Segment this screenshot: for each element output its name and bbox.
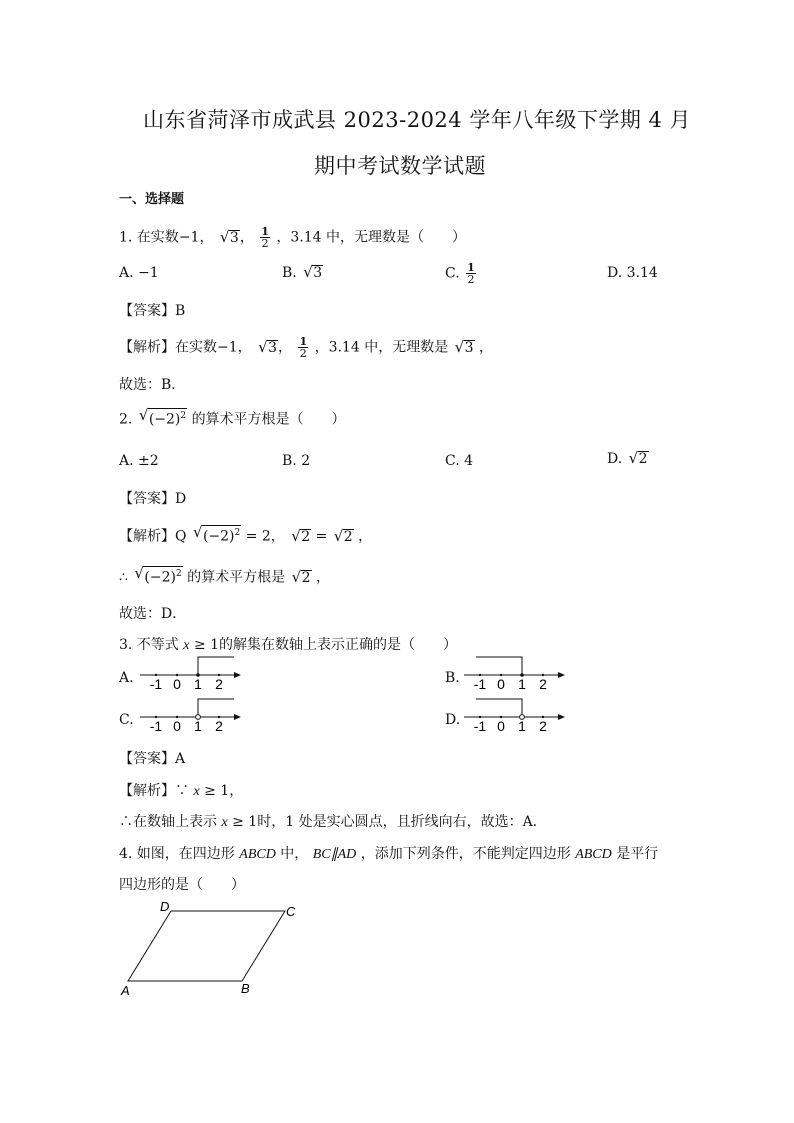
nla-tick-neg1: -1 — [149, 676, 163, 689]
q2-option-b: B. 2 — [282, 453, 311, 469]
q1-option-a: A. −1 — [119, 265, 159, 281]
vertex-b: B — [241, 981, 250, 996]
q2-option-d-val: 2 — [638, 451, 648, 467]
q1-option-c-label: C. — [445, 265, 460, 282]
q2-analysis-sqrt1 — [193, 525, 241, 545]
q1-option-c-den: 2 — [467, 273, 475, 286]
q3-stem-b: ≥ 1的解集在数轴上表示正确的是（ ） — [193, 637, 458, 653]
nld-tick-1: 1 — [518, 718, 526, 731]
q4-abcd-2: ABCD — [575, 847, 612, 862]
q2-stem — [119, 408, 346, 429]
q2-analysis — [119, 525, 372, 546]
q1-frac-num: 1 — [261, 225, 269, 238]
q2-analysis-e: 2 — [343, 528, 353, 545]
q2-exponent: 2 — [180, 411, 187, 421]
q2-analysis-c: 2 — [301, 528, 311, 545]
q2-sqrt — [139, 408, 187, 428]
q1-analysis-num: 1 — [299, 335, 308, 348]
section-heading: 一、选择题 — [119, 192, 185, 207]
q1-analysis-frac — [298, 336, 308, 359]
q1-analysis-sqrt-val: 3 — [268, 339, 278, 356]
q4-line1-b: 中， — [280, 846, 309, 862]
nla-tick-0: 0 — [173, 676, 181, 689]
q2-therefore-symbol: ∴ — [119, 569, 128, 586]
q2-answer: 【答案】D — [119, 491, 187, 507]
q1-frac-den: 2 — [261, 237, 269, 250]
q4-line1-d: 是平行 — [616, 846, 659, 862]
q1-option-c — [445, 262, 478, 285]
q3-stem — [119, 634, 457, 654]
q3-analysis-var: x — [193, 784, 200, 799]
q1-conclusion: 故选：B． — [119, 377, 186, 393]
nlb-tick-1: 1 — [518, 676, 526, 689]
q2-analysis-d: = — [315, 528, 328, 545]
q4-stem-line2: 四边形的是（ ） — [119, 877, 245, 893]
q1-stem: 1. 在实数−1， √ 3， $\frac{1}{2}$ ，3.14 中，无理数是（ ） — [119, 226, 466, 249]
nld-tick-neg1: -1 — [473, 718, 487, 731]
q3-option-c-label: C. — [119, 712, 134, 728]
q2-analysis-sqrt3 — [334, 529, 354, 545]
nld-tick-2: 2 — [539, 718, 547, 731]
q1-option-b-label: B. — [282, 265, 297, 281]
q2-radicand-base: (−2) — [148, 411, 181, 428]
doc-title-line2: 期中考试数学试题 — [314, 154, 486, 178]
q2-analysis-radicand — [202, 525, 241, 545]
q2-therefore-b: 的算术平方根是 — [187, 569, 286, 586]
nlb-tick-2: 2 — [539, 676, 547, 689]
q1-analysis-c: ， — [479, 339, 494, 356]
q4-bc-ad: BC∥AD — [312, 847, 357, 862]
q3-numberline-c — [138, 695, 248, 731]
q1-option-d: D. 3.14 — [607, 265, 658, 281]
q3-analysis-line2 — [119, 811, 547, 831]
q3-analysis-b: ≥ 1， — [204, 783, 244, 799]
q3-analysis-a: 【解析】∵ — [119, 783, 189, 799]
q1-sqrt — [220, 230, 240, 246]
q4-parallelogram-figure — [115, 897, 310, 1001]
q1-option-b-val: 3 — [313, 265, 323, 281]
q2-analysis-a: 【解析】Q — [119, 528, 187, 545]
q2-conclusion: 故选：D． — [119, 606, 187, 622]
q2-therefore-base: (−2) — [144, 569, 176, 586]
q3-var: x — [183, 638, 190, 653]
q3-numberline-d — [462, 695, 572, 731]
q1-answer: 【答案】B — [119, 303, 186, 319]
q2-option-a: A. ±2 — [119, 453, 159, 469]
nla-tick-2: 2 — [215, 676, 223, 689]
q2-therefore-exp: 2 — [175, 569, 182, 579]
q2-therefore-d: ， — [315, 569, 330, 586]
q1-sqrt-val: 3 — [229, 229, 239, 246]
q4-abcd: ABCD — [239, 847, 276, 862]
doc-title-line1: 山东省菏泽市成武县 2023-2024 学年八年级下学期 4 月 — [143, 108, 692, 132]
q1-stem-a: 1. 在实数−1， — [119, 229, 214, 246]
q2-option-d — [607, 451, 649, 467]
q2-option-c: C. 4 — [445, 453, 474, 469]
q2-analysis-exp: 2 — [234, 528, 241, 538]
q4-line1-c: ，添加下列条件，不能判定四边形 — [360, 846, 571, 862]
q1-stem-b: ，3.14 中，无理数是（ ） — [276, 229, 467, 246]
nlc-tick-2: 2 — [215, 718, 223, 731]
q2-stem-text: 的算术平方根是（ ） — [191, 411, 346, 428]
q1-analysis-a: 【解析】在实数−1， — [119, 339, 252, 356]
q3-option-a-label: A. — [119, 670, 134, 686]
q3-line2-a: ∴在数轴上表示 — [119, 814, 217, 830]
q3-option-b-label: B. — [445, 670, 460, 686]
q2-therefore-sqrt2 — [292, 570, 312, 586]
nlb-tick-0: 0 — [497, 676, 505, 689]
q1-option-c-frac — [466, 262, 476, 285]
q3-stem-a: 3. 不等式 — [119, 637, 179, 653]
vertex-a: A — [121, 983, 130, 998]
q2-radicand — [148, 408, 187, 428]
q3-analysis — [119, 780, 243, 800]
q3-line2-b: ≥ 1时，1 处是实心圆点，且折线向右，故选：A． — [232, 814, 547, 830]
q1-analysis: 【解析】在实数−1， √ 3， $\frac{1}{2}$ ，3.14 中，无理数是 √ 3 ， — [119, 336, 493, 359]
nlb-tick-neg1: -1 — [473, 676, 487, 689]
nlc-tick-1: 1 — [194, 718, 202, 731]
q1-analysis-sqrt — [258, 340, 278, 356]
q4-line1-a: 4. 如图，在四边形 — [119, 846, 235, 862]
q2-therefore-radicand — [143, 566, 182, 586]
q2-analysis-f: ， — [358, 528, 373, 545]
nld-tick-0: 0 — [497, 718, 505, 731]
q3-answer: 【答案】A — [119, 751, 186, 767]
q2-therefore-c: 2 — [301, 569, 311, 586]
q2-option-d-sqrt — [629, 451, 649, 467]
q1-option-b-sqrt — [303, 265, 323, 281]
q3-line2-var: x — [221, 815, 228, 830]
q1-analysis-sqrt2-val: 3 — [464, 339, 474, 356]
q1-option-b — [282, 265, 323, 281]
nlc-tick-neg1: -1 — [149, 718, 163, 731]
q1-analysis-b: ，3.14 中，无理数是 — [314, 339, 449, 356]
q3-numberline-b — [462, 653, 572, 689]
q1-option-c-num: 1 — [467, 261, 475, 274]
q1-analysis-sqrt2 — [455, 340, 475, 356]
q2-analysis-base: (−2) — [202, 528, 235, 545]
q2-analysis-b: = 2， — [245, 528, 285, 545]
q3-numberline-a — [138, 653, 248, 689]
q2-therefore — [119, 566, 330, 587]
q2-option-d-label: D. — [607, 451, 623, 467]
q1-analysis-den: 2 — [299, 347, 307, 360]
q2-therefore-sqrt — [134, 566, 182, 586]
q3-option-d-label: D. — [445, 712, 461, 728]
vertex-d: D — [160, 899, 170, 914]
q2-number: 2. — [119, 411, 133, 428]
vertex-c: C — [286, 904, 296, 919]
q2-analysis-sqrt2 — [291, 529, 311, 545]
nlc-tick-0: 0 — [173, 718, 181, 731]
q1-fraction — [260, 226, 270, 249]
q4-stem-line1 — [119, 843, 658, 863]
nla-tick-1: 1 — [194, 676, 202, 689]
